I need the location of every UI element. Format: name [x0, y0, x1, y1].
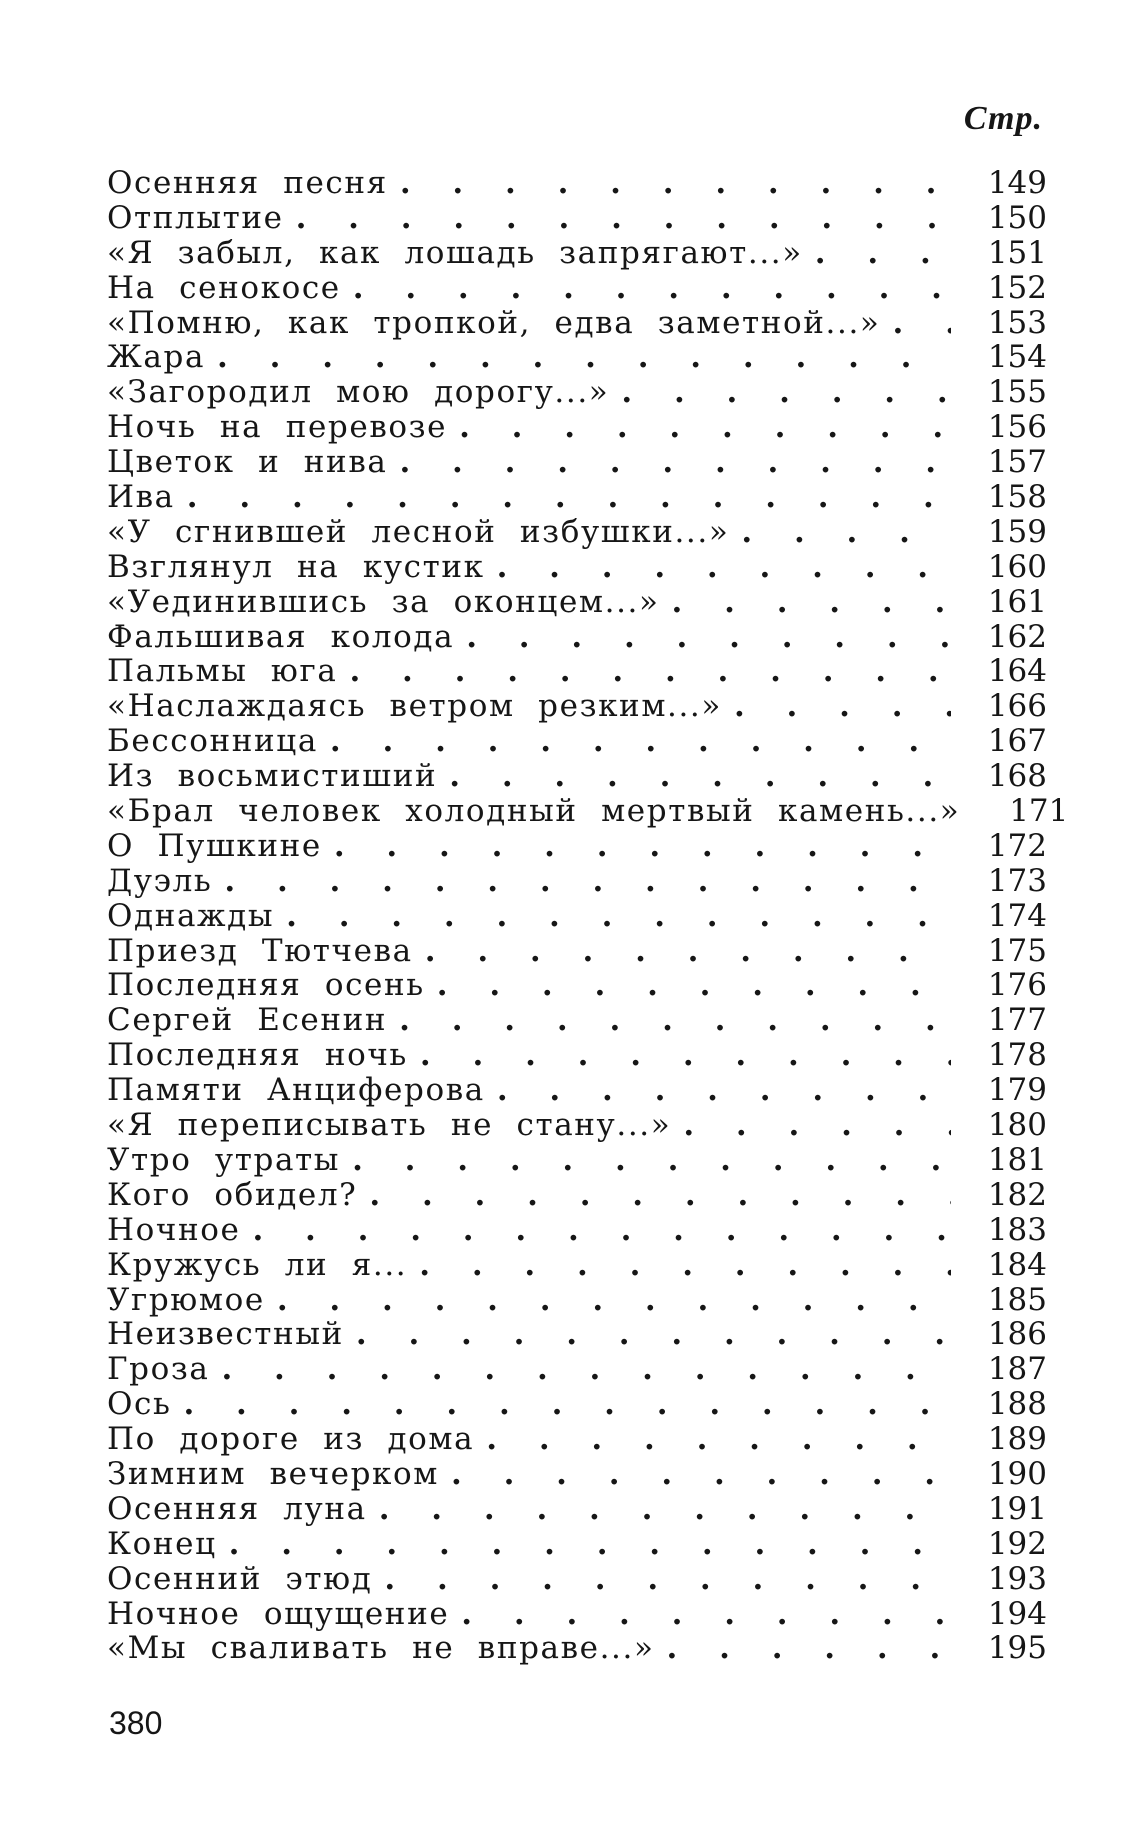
toc-entry-title: Бессонница: [107, 723, 318, 760]
dot-leader: [803, 236, 951, 271]
toc-entry-page: 160: [987, 548, 1047, 585]
dot-leader: [474, 1422, 951, 1457]
dot-leader: [880, 306, 951, 341]
toc-entry-title: Пальмы юга: [107, 653, 338, 690]
dot-leader: [449, 1597, 951, 1632]
toc-entry-page: 167: [987, 723, 1047, 760]
toc-entry-title: «Брал человек холодный мертвый камень...»: [107, 793, 961, 830]
toc-entry-page: 178: [987, 1037, 1047, 1074]
toc-entry: [107, 654, 1047, 689]
toc-entry: [107, 1073, 1047, 1108]
toc-entry-title: Кого обидел?: [107, 1176, 358, 1213]
toc-entry-page: 176: [987, 967, 1047, 1004]
toc-entry-page: 180: [987, 1107, 1047, 1144]
toc-entry-page: 190: [987, 1455, 1047, 1492]
toc-entry-page: 174: [987, 897, 1047, 934]
dot-leader: [485, 1073, 951, 1108]
toc-entry-title: Кружусь ли я...: [107, 1246, 408, 1283]
dot-leader: [212, 864, 951, 899]
toc-entry-title: Фальшивая колода: [107, 618, 455, 655]
toc-entry: [107, 410, 1047, 445]
toc-entry: [107, 1492, 1047, 1527]
toc-entry-title: «Уединившись за оконцем...»: [107, 583, 660, 620]
dot-leader: [408, 1038, 951, 1073]
toc-entry-title: Ива: [107, 479, 175, 516]
toc-entry-title: «Загородил мою дорогу...»: [107, 374, 610, 411]
toc-entry: [107, 1038, 1047, 1073]
toc-entry-title: «У сгнившей лесной избушки...»: [107, 513, 730, 550]
dot-leader: [660, 585, 951, 620]
dot-leader: [447, 410, 951, 445]
toc-entry-page: 164: [987, 653, 1047, 690]
toc-entry-title: Сергей Есенин: [107, 1002, 388, 1039]
toc-entry-page: 183: [987, 1211, 1047, 1248]
toc-entry: [107, 306, 1047, 341]
toc-entry-title: Ночное: [107, 1211, 241, 1248]
toc-entry-title: На сенокосе: [107, 269, 341, 306]
toc-entry-title: Конец: [107, 1525, 217, 1562]
toc-entry-page: 173: [987, 862, 1047, 899]
dot-leader: [274, 899, 951, 934]
toc-entry-page: 172: [987, 827, 1047, 864]
dot-leader: [437, 759, 951, 794]
dot-leader: [265, 1283, 951, 1318]
toc-entry: [107, 1457, 1047, 1492]
toc-entry-title: Неизвестный: [107, 1316, 344, 1353]
toc-entry: [107, 1352, 1047, 1387]
toc-entry-title: Цветок и нива: [107, 444, 388, 481]
toc-entry: [107, 585, 1047, 620]
toc-entry-title: «Мы сваливать не вправе...»: [107, 1630, 655, 1667]
toc-entry-page: 187: [987, 1351, 1047, 1388]
toc-entry-title: Осенняя песня: [107, 165, 388, 201]
toc-entry: [107, 1248, 1047, 1283]
toc-entry-page: 194: [987, 1595, 1047, 1632]
toc-entry: [107, 934, 1047, 969]
toc-entry: [107, 1631, 1047, 1666]
toc-entry-title: Зимним вечерком: [107, 1455, 440, 1492]
dot-leader: [454, 620, 951, 655]
dot-leader: [671, 1108, 951, 1143]
toc-entry-title: Осенний этюд: [107, 1560, 373, 1597]
dot-leader: [413, 934, 951, 969]
toc-entry-title: Из восьмистиший: [107, 758, 438, 795]
toc-entry: [107, 1178, 1047, 1213]
toc-entry: [107, 1108, 1047, 1143]
toc-entry-page: 175: [987, 932, 1047, 969]
dot-leader: [337, 654, 951, 689]
toc-entry: [107, 759, 1047, 794]
dot-leader: [722, 689, 951, 724]
toc-entry-title: «Помню, как тропкой, едва заметной...»: [107, 304, 881, 341]
toc-entry-page: 155: [987, 374, 1047, 411]
toc-entry-page: 189: [987, 1421, 1047, 1458]
toc-entry-page: 150: [987, 199, 1047, 236]
toc-entry-page: 157: [987, 444, 1047, 481]
toc-entry-page: 158: [987, 479, 1047, 516]
toc-entry-page: 186: [987, 1316, 1047, 1353]
dot-leader: [387, 445, 951, 480]
toc-entry-page: 149: [987, 165, 1047, 201]
toc-entry-title: Утро утраты: [107, 1141, 341, 1178]
toc-entry-page: 193: [987, 1560, 1047, 1597]
toc-entry: [107, 1422, 1047, 1457]
toc-entry-title: Памяти Анциферова: [107, 1072, 485, 1109]
dot-leader: [344, 1317, 951, 1352]
toc-entry-title: Однажды: [107, 897, 275, 934]
toc-entry-page: 171: [1009, 793, 1069, 830]
dot-leader: [340, 1143, 951, 1178]
toc-entry-title: По дороге из дома: [107, 1421, 475, 1458]
toc-entry: [107, 899, 1047, 934]
toc-entry-title: Осенняя луна: [107, 1490, 367, 1527]
dot-leader: [171, 1387, 951, 1422]
toc-entry-title: Гроза: [107, 1351, 210, 1388]
toc-entry: [107, 620, 1047, 655]
toc-entry: [107, 445, 1047, 480]
toc-entry-page: 161: [987, 583, 1047, 620]
toc-entry: [107, 1003, 1047, 1038]
toc-entry-page: 159: [987, 513, 1047, 550]
toc-entry-title: Ось: [107, 1386, 172, 1423]
toc-entry: [107, 864, 1047, 899]
page-column-header: Стр.: [963, 100, 1043, 137]
toc-entry: [107, 236, 1047, 271]
toc-entry-page: 151: [987, 234, 1047, 271]
dot-leader: [729, 515, 951, 550]
dot-leader: [407, 1248, 951, 1283]
toc-entry-title: Ночное ощущение: [107, 1595, 450, 1632]
toc-entry-page: 153: [987, 304, 1047, 341]
toc-entry: [107, 724, 1047, 759]
dot-leader: [341, 271, 951, 306]
dot-leader: [387, 1003, 951, 1038]
toc-entry: [107, 1213, 1047, 1248]
dot-leader: [318, 724, 951, 759]
toc-entry: [107, 829, 1047, 864]
toc-entry-title: «Я переписывать не стану...»: [107, 1107, 672, 1144]
dot-leader: [609, 375, 951, 410]
dot-leader: [322, 829, 951, 864]
toc-entry-page: 154: [987, 339, 1047, 376]
toc-entry-page: 195: [987, 1630, 1047, 1667]
toc-entry: [107, 1527, 1047, 1562]
toc-entry: [107, 201, 1047, 236]
toc-entry-page: 156: [987, 409, 1047, 446]
dot-leader: [372, 1562, 951, 1597]
toc-entry-title: Дуэль: [107, 862, 213, 899]
toc-entry-title: Последняя осень: [107, 967, 425, 1004]
toc-entry-page: 177: [987, 1002, 1047, 1039]
toc-entry-title: Приезд Тютчева: [107, 932, 413, 969]
dot-leader: [655, 1631, 951, 1666]
toc-entry: [107, 1143, 1047, 1178]
toc-entry: [107, 793, 1069, 830]
toc-entry-title: О Пушкине: [107, 827, 322, 864]
dot-leader: [175, 480, 951, 515]
toc-entry: [107, 550, 1047, 585]
dot-leader: [240, 1213, 951, 1248]
toc-entry: [107, 1283, 1047, 1318]
dot-leader: [209, 1352, 951, 1387]
toc-entry-title: Последняя ночь: [107, 1037, 408, 1074]
toc-entry-page: 188: [987, 1386, 1047, 1423]
toc-entry-title: Жара: [107, 339, 206, 376]
toc-entry-page: 182: [987, 1176, 1047, 1213]
dot-leader: [367, 1492, 951, 1527]
toc-entry: [107, 1387, 1047, 1422]
dot-leader: [388, 166, 951, 201]
toc-entry-page: 184: [987, 1246, 1047, 1283]
toc-entry: [107, 1317, 1047, 1352]
toc-entry: [107, 340, 1047, 375]
dot-leader: [284, 201, 951, 236]
dot-leader: [357, 1178, 951, 1213]
table-of-contents: [107, 165, 1069, 1667]
dot-leader: [960, 794, 972, 829]
dot-leader: [217, 1527, 951, 1562]
toc-entry-title: Отплытие: [107, 199, 284, 236]
dot-leader: [205, 340, 951, 375]
dot-leader: [425, 968, 951, 1003]
toc-entry: [107, 166, 1047, 201]
toc-entry: [107, 375, 1047, 410]
toc-entry-title: «Я забыл, как лошадь запрягают...»: [107, 234, 803, 271]
toc-entry: [107, 689, 1047, 724]
toc-entry: [107, 968, 1047, 1003]
toc-entry-page: 166: [987, 688, 1047, 725]
toc-entry-title: «Наслаждаясь ветром резким...»: [107, 688, 722, 725]
page-number: 380: [109, 1705, 163, 1741]
toc-entry-page: 179: [987, 1072, 1047, 1109]
toc-entry: [107, 1597, 1047, 1632]
toc-entry: [107, 1562, 1047, 1597]
toc-entry-page: 181: [987, 1141, 1047, 1178]
toc-entry-page: 185: [987, 1281, 1047, 1318]
toc-entry-page: 152: [987, 269, 1047, 306]
toc-entry-page: 162: [987, 618, 1047, 655]
dot-leader: [439, 1457, 951, 1492]
toc-entry: [107, 271, 1047, 306]
toc-entry: [107, 515, 1047, 550]
toc-entry-title: Угрюмое: [107, 1281, 265, 1318]
toc-entry-title: Взглянул на кустик: [107, 548, 485, 585]
toc-entry-page: 192: [987, 1525, 1047, 1562]
toc-entry-title: Ночь на перевозе: [107, 409, 448, 446]
dot-leader: [485, 550, 951, 585]
toc-entry-page: 168: [987, 758, 1047, 795]
toc-entry: [107, 480, 1047, 515]
toc-entry-page: 191: [987, 1490, 1047, 1527]
